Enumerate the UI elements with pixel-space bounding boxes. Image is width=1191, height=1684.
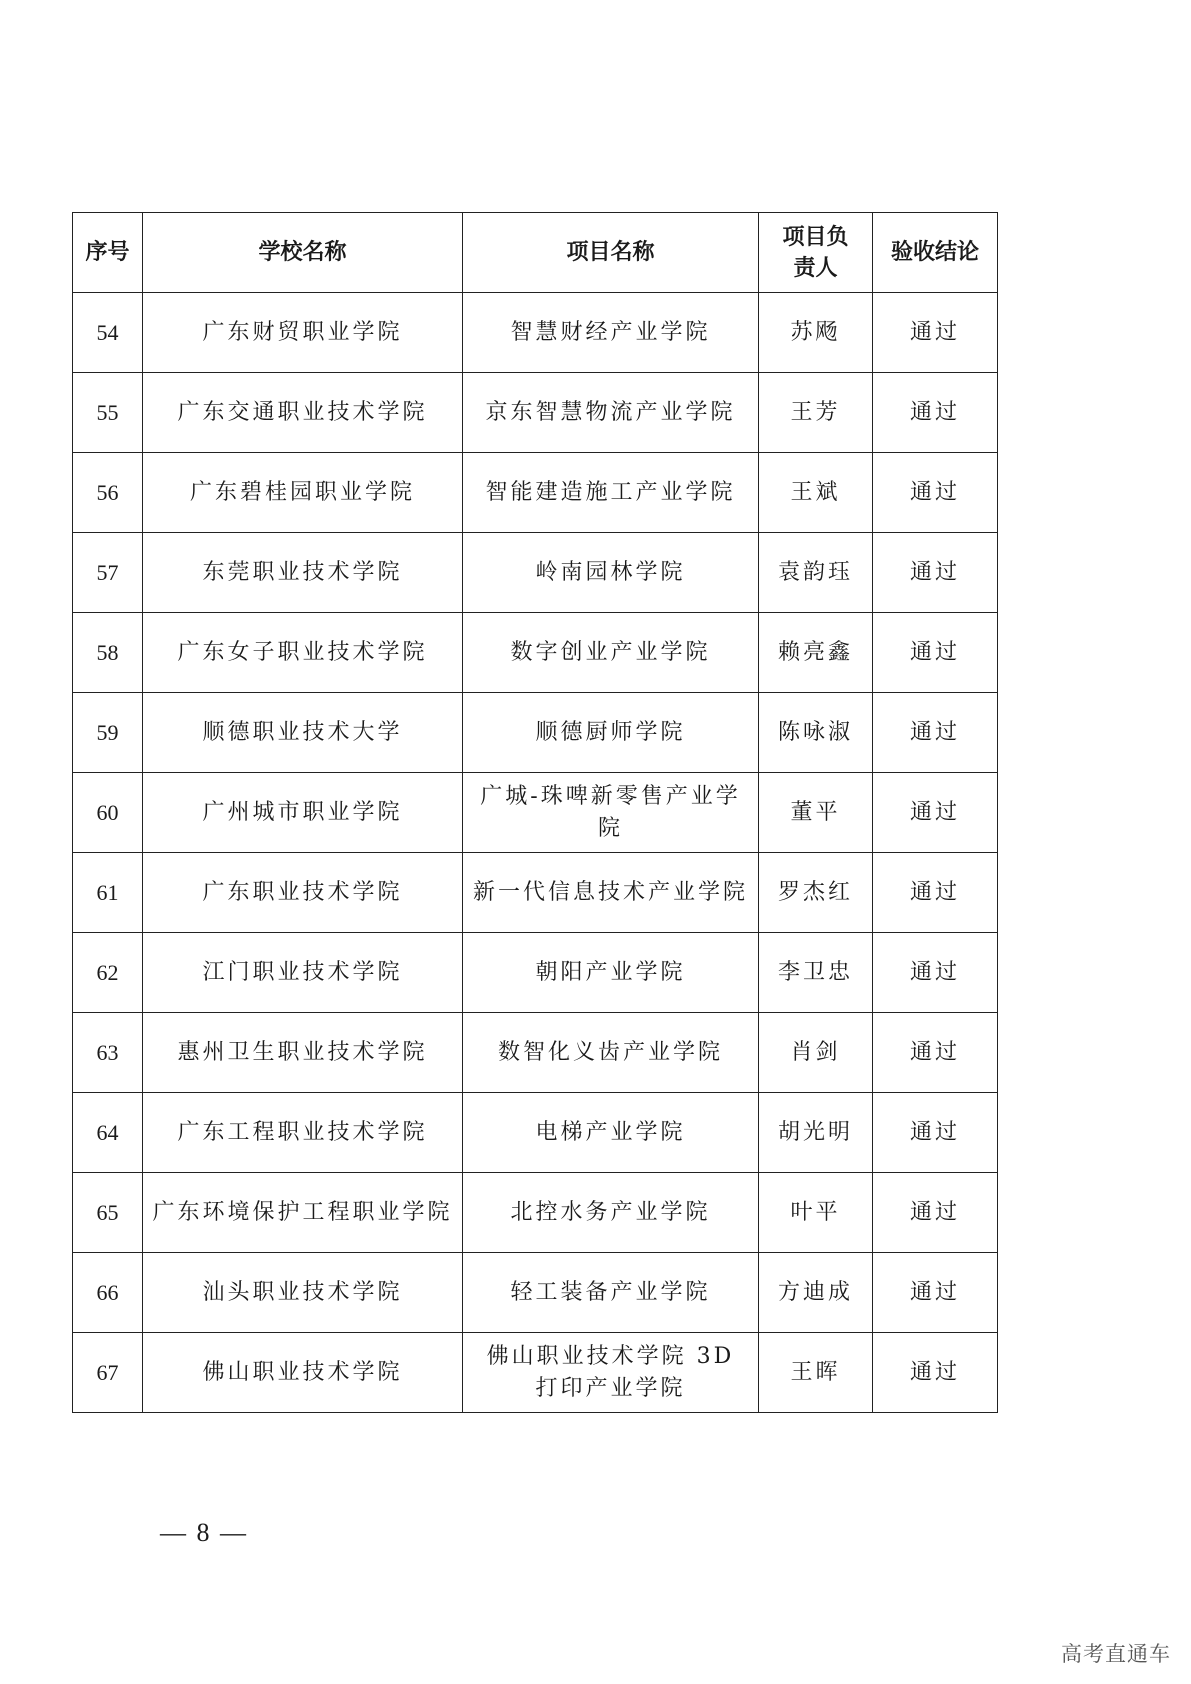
cell-leader: 叶平 xyxy=(759,1173,873,1253)
cell-project: 顺德厨师学院 xyxy=(463,693,759,773)
cell-leader: 袁韵珏 xyxy=(759,533,873,613)
cell-no: 64 xyxy=(73,1093,143,1173)
cell-no: 66 xyxy=(73,1253,143,1333)
cell-result: 通过 xyxy=(873,1333,998,1413)
header-no: 序号 xyxy=(73,213,143,293)
cell-no: 60 xyxy=(73,773,143,853)
header-project: 项目名称 xyxy=(463,213,759,293)
cell-no: 62 xyxy=(73,933,143,1013)
table-body xyxy=(73,293,998,1413)
table-row xyxy=(73,1333,998,1413)
cell-leader: 王芳 xyxy=(759,373,873,453)
cell-project: 朝阳产业学院 xyxy=(463,933,759,1013)
cell-no: 54 xyxy=(73,293,143,373)
cell-leader: 罗杰红 xyxy=(759,853,873,933)
cell-project: 智慧财经产业学院 xyxy=(463,293,759,373)
cell-school: 广东财贸职业学院 xyxy=(143,293,463,373)
acceptance-results-table xyxy=(72,212,998,1413)
cell-leader: 方迪成 xyxy=(759,1253,873,1333)
table-row xyxy=(73,1093,998,1173)
cell-result: 通过 xyxy=(873,1013,998,1093)
table-row xyxy=(73,1173,998,1253)
cell-no: 56 xyxy=(73,453,143,533)
table-row xyxy=(73,613,998,693)
cell-result: 通过 xyxy=(873,613,998,693)
cell-school: 江门职业技术学院 xyxy=(143,933,463,1013)
cell-school: 顺德职业技术大学 xyxy=(143,693,463,773)
cell-leader: 王晖 xyxy=(759,1333,873,1413)
table-row xyxy=(73,453,998,533)
page-number: — 8 — xyxy=(160,1518,248,1547)
cell-no: 58 xyxy=(73,613,143,693)
table-header xyxy=(73,213,998,293)
table-row xyxy=(73,293,998,373)
cell-result: 通过 xyxy=(873,373,998,453)
cell-no: 65 xyxy=(73,1173,143,1253)
cell-project: 广城-珠啤新零售产业学院 xyxy=(463,773,759,853)
cell-result: 通过 xyxy=(873,773,998,853)
cell-school: 东莞职业技术学院 xyxy=(143,533,463,613)
cell-school: 惠州卫生职业技术学院 xyxy=(143,1013,463,1093)
cell-school: 广东交通职业技术学院 xyxy=(143,373,463,453)
cell-project: 数智化义齿产业学院 xyxy=(463,1013,759,1093)
cell-project: 北控水务产业学院 xyxy=(463,1173,759,1253)
cell-no: 67 xyxy=(73,1333,143,1413)
table-row xyxy=(73,1253,998,1333)
cell-project: 岭南园林学院 xyxy=(463,533,759,613)
cell-no: 55 xyxy=(73,373,143,453)
cell-leader: 李卫忠 xyxy=(759,933,873,1013)
cell-school: 广东职业技术学院 xyxy=(143,853,463,933)
cell-school: 广东环境保护工程职业学院 xyxy=(143,1173,463,1253)
cell-no: 59 xyxy=(73,693,143,773)
cell-school: 佛山职业技术学院 xyxy=(143,1333,463,1413)
watermark: 高考直通车 xyxy=(1061,1642,1171,1666)
header-leader-text: 项目负责人 xyxy=(782,224,849,281)
cell-leader: 董平 xyxy=(759,773,873,853)
cell-school: 广东碧桂园职业学院 xyxy=(143,453,463,533)
table-row xyxy=(73,1013,998,1093)
cell-project: 轻工装备产业学院 xyxy=(463,1253,759,1333)
table-row xyxy=(73,693,998,773)
cell-result: 通过 xyxy=(873,853,998,933)
cell-school: 广东女子职业技术学院 xyxy=(143,613,463,693)
header-row xyxy=(73,213,998,293)
cell-school: 汕头职业技术学院 xyxy=(143,1253,463,1333)
cell-leader: 陈咏淑 xyxy=(759,693,873,773)
cell-leader: 肖剑 xyxy=(759,1013,873,1093)
cell-school: 广东工程职业技术学院 xyxy=(143,1093,463,1173)
header-school: 学校名称 xyxy=(143,213,463,293)
cell-project: 佛山职业技术学院 3D 打印产业学院 xyxy=(463,1333,759,1413)
table-row xyxy=(73,773,998,853)
table-row xyxy=(73,853,998,933)
cell-school: 广州城市职业学院 xyxy=(143,773,463,853)
cell-no: 61 xyxy=(73,853,143,933)
table-row xyxy=(73,933,998,1013)
table-row xyxy=(73,373,998,453)
cell-result: 通过 xyxy=(873,693,998,773)
cell-result: 通过 xyxy=(873,1253,998,1333)
table-row xyxy=(73,533,998,613)
cell-result: 通过 xyxy=(873,1093,998,1173)
cell-leader: 苏飏 xyxy=(759,293,873,373)
header-result: 验收结论 xyxy=(873,213,998,293)
cell-result: 通过 xyxy=(873,533,998,613)
cell-result: 通过 xyxy=(873,933,998,1013)
header-leader xyxy=(759,213,873,293)
cell-no: 57 xyxy=(73,533,143,613)
cell-project: 智能建造施工产业学院 xyxy=(463,453,759,533)
cell-no: 63 xyxy=(73,1013,143,1093)
cell-leader: 王斌 xyxy=(759,453,873,533)
cell-leader: 胡光明 xyxy=(759,1093,873,1173)
cell-result: 通过 xyxy=(873,1173,998,1253)
cell-project: 电梯产业学院 xyxy=(463,1093,759,1173)
cell-result: 通过 xyxy=(873,293,998,373)
cell-result: 通过 xyxy=(873,453,998,533)
cell-project: 新一代信息技术产业学院 xyxy=(463,853,759,933)
cell-project: 数字创业产业学院 xyxy=(463,613,759,693)
cell-project: 京东智慧物流产业学院 xyxy=(463,373,759,453)
cell-leader: 赖亮鑫 xyxy=(759,613,873,693)
